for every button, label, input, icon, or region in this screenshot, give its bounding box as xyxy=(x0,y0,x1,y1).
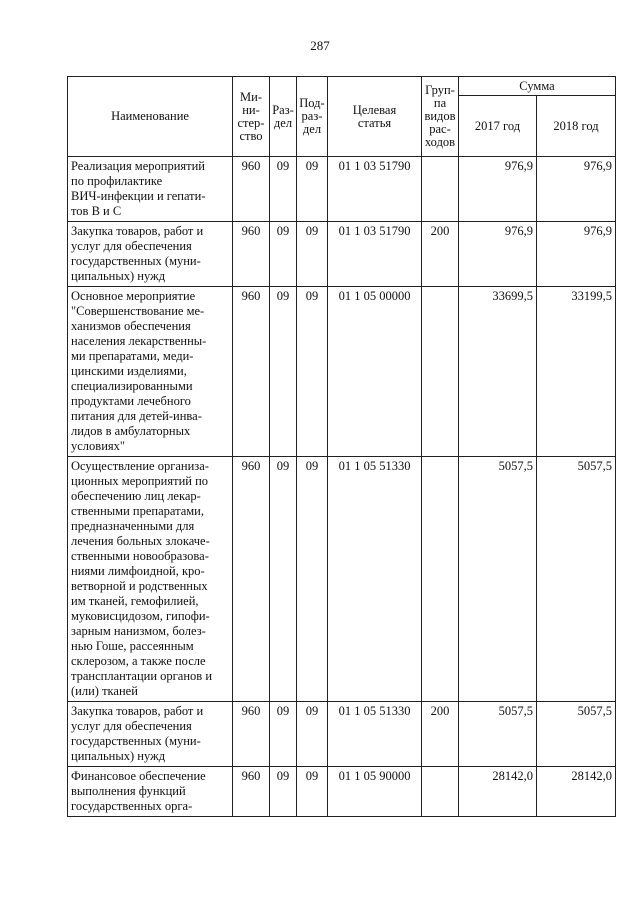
budget-table xyxy=(67,76,616,817)
row-ministry: 960 xyxy=(233,287,270,457)
row-ministry: 960 xyxy=(233,702,270,767)
row-subsection: 09 xyxy=(297,157,328,222)
header-year-2018 xyxy=(537,96,616,157)
row-sum-2018: 33199,5 xyxy=(537,287,616,457)
row-name-text: Финансовое обеспечение выполнения функций государственных орга- xyxy=(71,769,206,813)
header-target-article xyxy=(328,77,422,157)
header-expense-group xyxy=(422,77,459,157)
header-expense-group-text: Груп- па видов рас- ходов xyxy=(424,83,456,149)
table-header xyxy=(68,77,616,157)
header-subsection xyxy=(297,77,328,157)
row-sum-2017: 976,9 xyxy=(459,222,537,287)
row-name xyxy=(68,702,233,767)
row-article: 01 1 05 90000 xyxy=(328,767,422,817)
row-sum-2017: 33699,5 xyxy=(459,287,537,457)
row-subsection: 09 xyxy=(297,767,328,817)
header-section xyxy=(270,77,297,157)
row-article: 01 1 05 51330 xyxy=(328,457,422,702)
row-article: 01 1 03 51790 xyxy=(328,222,422,287)
row-name xyxy=(68,222,233,287)
row-sum-2018: 976,9 xyxy=(537,157,616,222)
row-article: 01 1 05 00000 xyxy=(328,287,422,457)
header-subsection-text: Под- раз- дел xyxy=(299,96,325,136)
header-sum-text: Сумма xyxy=(519,78,555,93)
row-name xyxy=(68,767,233,817)
row-article: 01 1 05 51330 xyxy=(328,702,422,767)
row-sum-2017: 28142,0 xyxy=(459,767,537,817)
header-target-article-text: Целевая статья xyxy=(352,102,397,130)
table-row xyxy=(68,767,616,817)
row-subsection: 09 xyxy=(297,222,328,287)
row-sum-2017: 976,9 xyxy=(459,157,537,222)
row-section: 09 xyxy=(270,457,297,702)
row-sum-2018: 976,9 xyxy=(537,222,616,287)
row-name-text: Реализация мероприятий по профилактике ВИЧ-инфекции и гепати- тов В и С xyxy=(71,159,206,218)
table-row xyxy=(68,222,616,287)
row-name xyxy=(68,287,233,457)
header-year-2017-text: 2017 год xyxy=(474,118,521,133)
row-name xyxy=(68,457,233,702)
row-ministry: 960 xyxy=(233,767,270,817)
row-article: 01 1 03 51790 xyxy=(328,157,422,222)
row-sum-2018: 5057,5 xyxy=(537,457,616,702)
row-name-text: Закупка товаров, работ и услуг для обеспечения государственных (муни- ципальных) нужд xyxy=(71,224,204,283)
row-name xyxy=(68,157,233,222)
header-name xyxy=(68,77,233,157)
table-body xyxy=(68,157,616,817)
page-number: 287 xyxy=(310,38,330,53)
row-name-text: Основное мероприятие "Совершенствование ме- ханизмов обеспечения населения лекарственны- ми препаратами, меди- цинскими изделиями, специализированными продуктами лечебного питания для детей-инва- лидов в амбулаторных условиях" xyxy=(71,289,207,453)
row-group xyxy=(422,157,459,222)
header-section-text: Раз- дел xyxy=(272,102,294,130)
table-row xyxy=(68,157,616,222)
row-subsection: 09 xyxy=(297,287,328,457)
row-name-text: Закупка товаров, работ и услуг для обеспечения государственных (муни- ципальных) нужд xyxy=(71,704,204,763)
header-ministry-text: Ми- ни- стер- ство xyxy=(237,89,265,143)
row-section: 09 xyxy=(270,702,297,767)
row-sum-2017: 5057,5 xyxy=(459,457,537,702)
row-section: 09 xyxy=(270,287,297,457)
row-group: 200 xyxy=(422,702,459,767)
row-ministry: 960 xyxy=(233,157,270,222)
row-group: 200 xyxy=(422,222,459,287)
header-sum xyxy=(459,77,616,96)
row-group xyxy=(422,767,459,817)
header-year-2017 xyxy=(459,96,537,157)
row-section: 09 xyxy=(270,767,297,817)
header-name-text: Наименование xyxy=(111,109,189,123)
header-ministry xyxy=(233,77,270,157)
row-subsection: 09 xyxy=(297,702,328,767)
row-group xyxy=(422,287,459,457)
row-ministry: 960 xyxy=(233,222,270,287)
row-section: 09 xyxy=(270,157,297,222)
row-name-text: Осуществление организа- ционных мероприятий по обеспечению лиц лекар- ственными препаратами, предназначенными для лечения больных злокаче- ственными новообразова- ниями лимфоидной, кро- ветворной и родственных им тканей, гемофилией, муковисцидозом, гипофи- зарным нанизмом, болез- нью Гоше, рассеянным склерозом, а также после трансплантации органов и (или) тканей xyxy=(71,459,213,698)
row-section: 09 xyxy=(270,222,297,287)
row-group xyxy=(422,457,459,702)
table-row xyxy=(68,457,616,702)
row-subsection: 09 xyxy=(297,457,328,702)
row-sum-2018: 28142,0 xyxy=(537,767,616,817)
table-row xyxy=(68,287,616,457)
header-year-2018-text: 2018 год xyxy=(553,118,599,133)
row-sum-2018: 5057,5 xyxy=(537,702,616,767)
table-row xyxy=(68,702,616,767)
row-ministry: 960 xyxy=(233,457,270,702)
row-sum-2017: 5057,5 xyxy=(459,702,537,767)
